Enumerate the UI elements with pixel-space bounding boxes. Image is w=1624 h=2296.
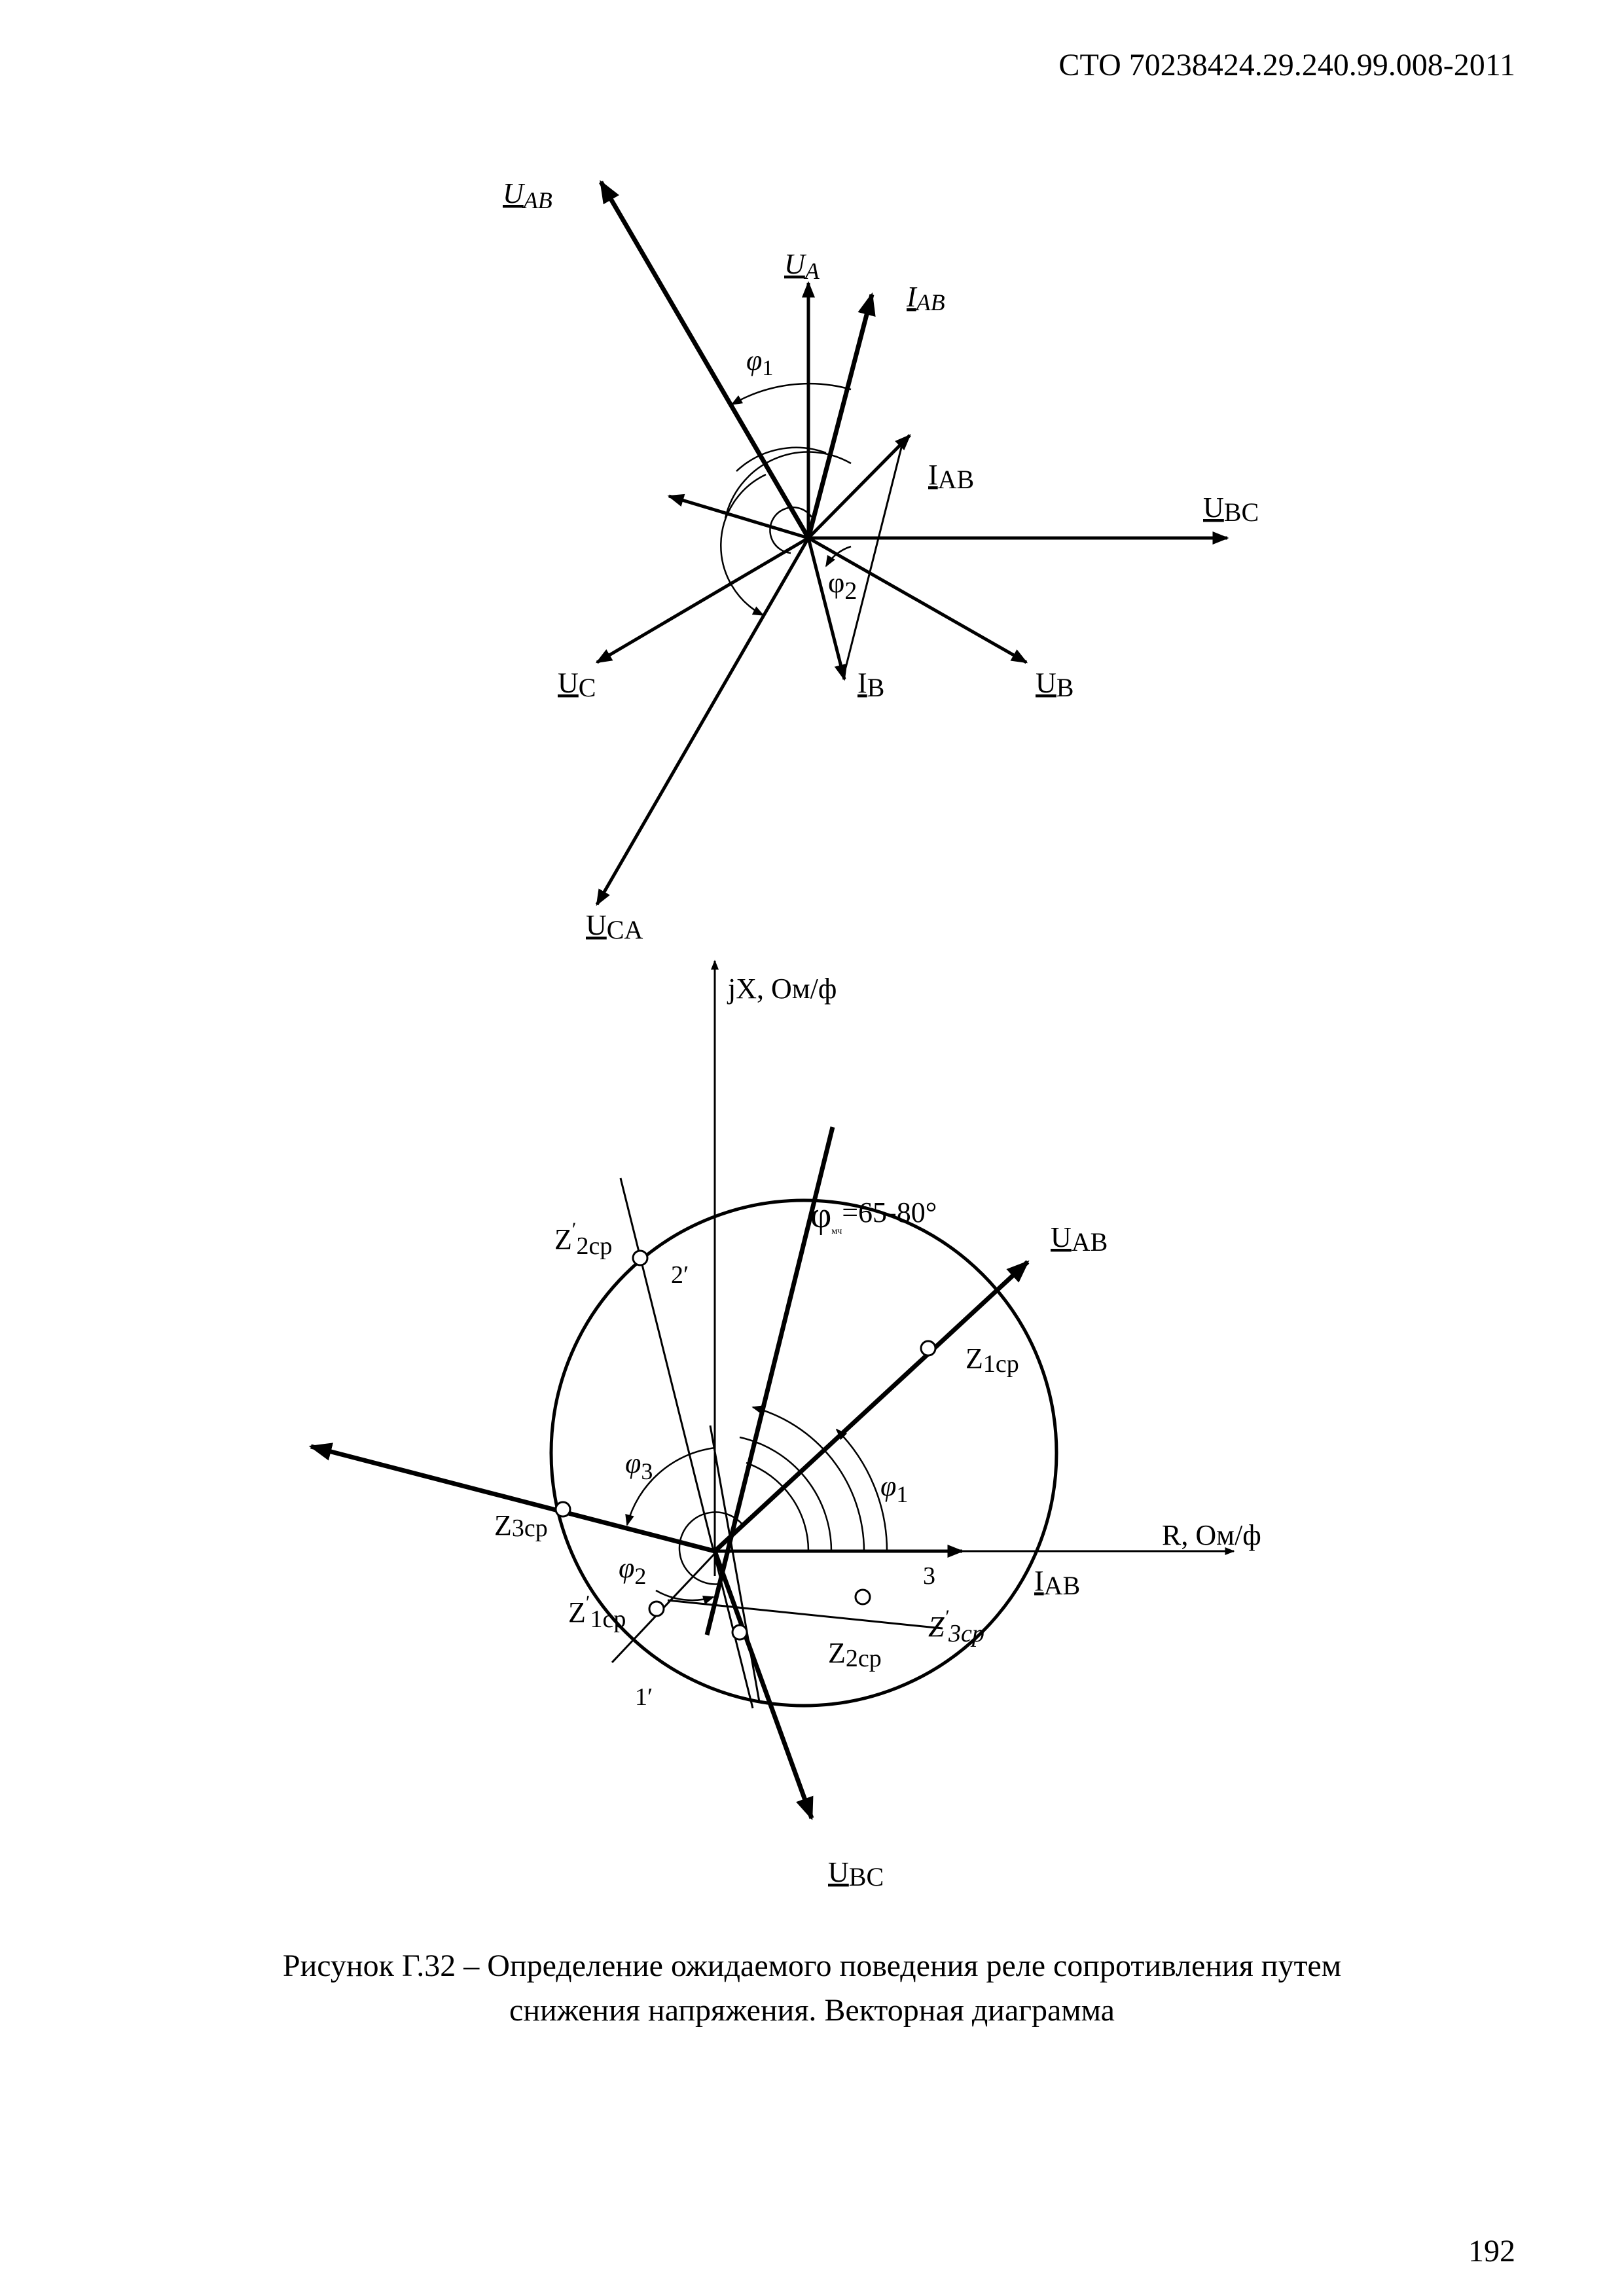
- label-pt-2-prime: 2′: [671, 1261, 689, 1289]
- label-z2cp: Z2ср: [828, 1637, 882, 1672]
- arc-phi1: [732, 384, 851, 404]
- document-code: СТО 70238424.29.240.99.008-2011: [1058, 48, 1515, 82]
- point-bottom: [732, 1625, 747, 1640]
- point-z3cp: [556, 1502, 570, 1516]
- label-i-ab-bottom: IAB: [1034, 1565, 1081, 1600]
- vector-u-b: [808, 538, 1026, 662]
- arc-phi1-bottom: [837, 1429, 887, 1551]
- label-phi1-bottom: $\varphi_1$: [880, 1470, 909, 1507]
- vector-u-c: [597, 538, 808, 662]
- label-i-ab-italic: IAB: [907, 281, 945, 315]
- label-u-c: UC: [558, 667, 596, 702]
- label-phi1-top: φ1: [746, 344, 774, 380]
- point-z2cp: [856, 1590, 870, 1604]
- bottom-impedance-diagram: [311, 961, 1261, 1892]
- point-z1cp: [921, 1341, 935, 1355]
- construction-line-iab-ib: [846, 440, 903, 668]
- caption-line-2: снижения напряжения. Векторная диаграмма: [509, 1993, 1115, 2028]
- label-pt-3: 3: [923, 1562, 935, 1590]
- label-y-axis: jX, Ом/ф: [728, 973, 837, 1005]
- label-u-bc-bottom: UBC: [828, 1856, 884, 1892]
- vector-u-ca: [597, 538, 808, 905]
- arc-upper-2: [736, 448, 826, 471]
- label-phi2-bottom: $\varphi_2$: [619, 1552, 647, 1589]
- vector-u-ab: [601, 182, 808, 538]
- vector-i-ab-italic: [808, 295, 872, 538]
- vector-i-b: [808, 538, 844, 679]
- label-z3cp-prime: Z′3ср: [928, 1606, 984, 1647]
- label-i-b: IB: [857, 667, 885, 702]
- label-u-ca: UCA: [586, 909, 643, 944]
- label-phi-mch: φмч$^{=65-80^\circ}$: [810, 1195, 937, 1236]
- page-number: 192: [1468, 2234, 1515, 2269]
- caption-line-1: Рисунок Г.32 – Определение ожидаемого поведения реле сопротивления путем: [282, 1948, 1342, 1983]
- point-z1cp-prime: [649, 1602, 664, 1616]
- label-pt-1-prime: 1′: [635, 1683, 653, 1711]
- label-phi2-top: φ2: [828, 567, 857, 605]
- label-z3cp: Z3ср: [494, 1509, 548, 1542]
- label-z1cp: Z1ср: [965, 1342, 1019, 1378]
- label-u-bc-top: UBC: [1203, 492, 1259, 527]
- point-z2cp-prime: [633, 1251, 647, 1265]
- label-u-ab-bottom: UAB: [1051, 1221, 1108, 1257]
- label-x-axis: R, Ом/ф: [1162, 1519, 1261, 1551]
- label-u-a: UA: [784, 248, 820, 284]
- arc-left: [721, 475, 766, 615]
- label-i-ab: IAB: [928, 459, 975, 494]
- label-u-ab: UAB: [503, 177, 552, 213]
- label-z2cp-prime: Z′2ср: [554, 1219, 613, 1260]
- vector-u-bc-bottom: [715, 1551, 812, 1818]
- label-phi3-bottom: $\varphi_3$: [625, 1447, 653, 1484]
- figure-caption: [0, 1944, 1624, 2033]
- arc-phi2-bottom: [656, 1590, 713, 1600]
- label-z1cp-prime: Z′1ср: [568, 1592, 626, 1633]
- top-vector-diagram: [503, 177, 1259, 944]
- label-u-b: UB: [1036, 667, 1074, 702]
